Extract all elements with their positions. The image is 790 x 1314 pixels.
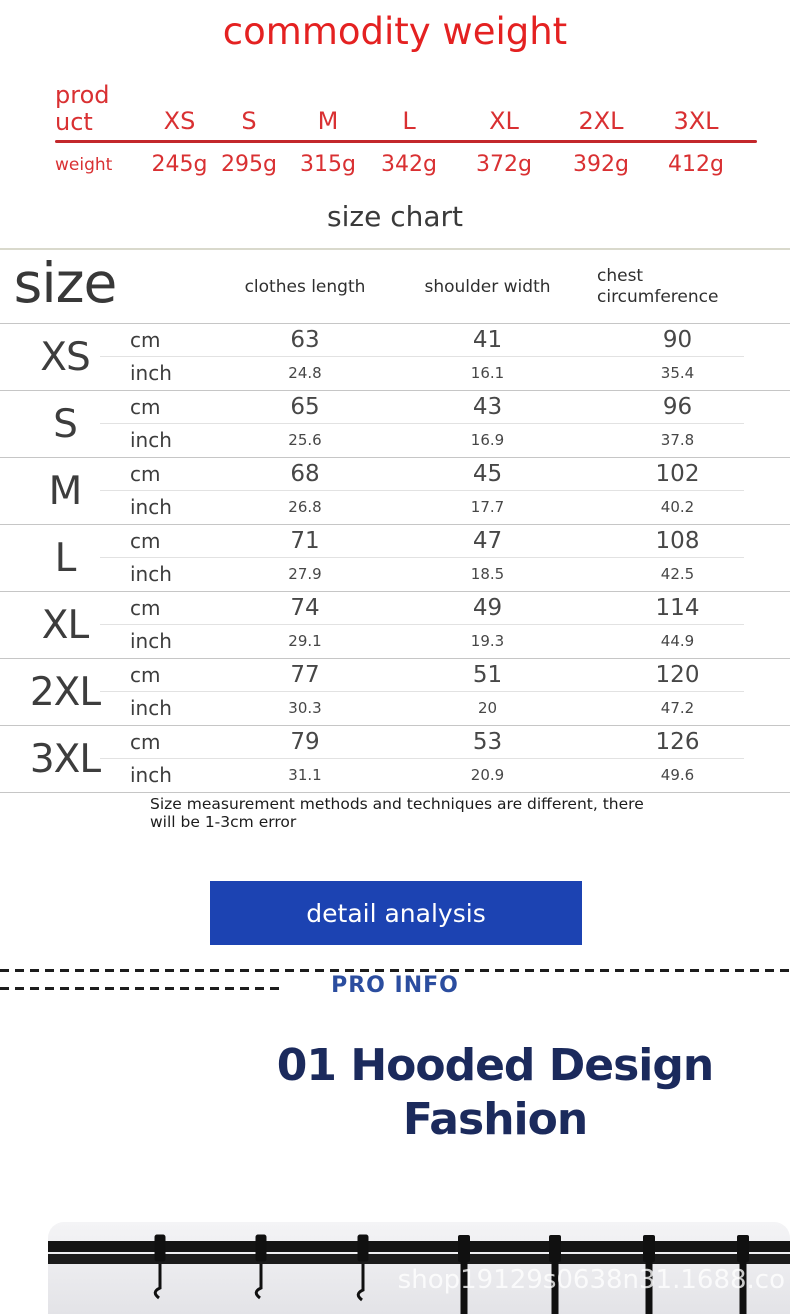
size-row-label: S <box>53 401 77 447</box>
cm-chest-circumference: 120 <box>655 662 700 688</box>
measurement-note <box>150 796 650 831</box>
inch-chest-circumference: 37.8 <box>660 431 695 449</box>
cm-shoulder-width: 45 <box>472 461 503 487</box>
inch-shoulder-width: 16.9 <box>470 431 505 449</box>
size-header-xl: XL <box>489 107 519 135</box>
cm-chest-circumference: 114 <box>655 595 700 621</box>
weight-3xl: 412g <box>668 152 724 177</box>
cm-chest-circumference: 90 <box>662 327 693 353</box>
inch-clothes-length: 30.3 <box>288 699 322 717</box>
cm-shoulder-width: 47 <box>472 528 503 554</box>
size-row-2xl <box>0 658 790 725</box>
unit-cm-label: cm <box>130 663 161 687</box>
size-chart-title: size chart <box>327 200 463 233</box>
watermark-text: shop19129s0638n31.1688.co <box>397 1265 785 1295</box>
size-row-label: L <box>54 535 76 581</box>
size-header-3xl: 3XL <box>673 107 719 135</box>
unit-inch-label: inch <box>130 562 172 586</box>
cm-shoulder-width: 49 <box>472 595 503 621</box>
measurement-note-line2: will be 1-3cm error <box>150 812 297 831</box>
inch-chest-circumference: 35.4 <box>660 364 695 382</box>
dashed-line-full <box>0 969 790 972</box>
unit-cm-label: cm <box>130 395 161 419</box>
size-header-2xl: 2XL <box>578 107 624 135</box>
commodity-weight-title: commodity weight <box>222 10 568 53</box>
pro-info-label: PRO INFO <box>331 973 459 998</box>
weight-table-values <box>55 143 750 177</box>
column-chest-circumference: chest circumference <box>597 265 719 307</box>
size-chart-body <box>0 323 790 793</box>
inch-shoulder-width: 16.1 <box>470 364 505 382</box>
inch-chest-circumference: 40.2 <box>660 498 695 516</box>
cm-clothes-length: 74 <box>290 595 320 621</box>
section-separator <box>0 969 790 1015</box>
size-row-label: XS <box>40 334 90 380</box>
size-chart-header <box>0 250 790 323</box>
cm-clothes-length: 65 <box>290 394 320 420</box>
size-row-s <box>0 390 790 457</box>
inch-chest-circumference: 49.6 <box>660 766 695 784</box>
size-row-label: M <box>48 468 82 514</box>
size-corner-label: size <box>13 250 117 315</box>
size-row-label: 3XL <box>29 736 101 782</box>
unit-cm-label: cm <box>130 462 161 486</box>
inch-chest-circumference: 42.5 <box>660 565 695 583</box>
inch-clothes-length: 31.1 <box>288 766 322 784</box>
unit-inch-label: inch <box>130 763 172 787</box>
size-row-m <box>0 457 790 524</box>
inch-shoulder-width: 17.7 <box>470 498 505 516</box>
unit-inch-label: inch <box>130 428 172 452</box>
product-photo <box>48 1222 790 1314</box>
inch-clothes-length: 26.8 <box>288 498 322 516</box>
cm-shoulder-width: 53 <box>472 729 503 755</box>
unit-cm-label: cm <box>130 328 161 352</box>
weight-xs: 245g <box>151 152 208 177</box>
size-row-l <box>0 524 790 591</box>
inch-clothes-length: 29.1 <box>288 632 322 650</box>
cm-clothes-length: 79 <box>290 729 320 755</box>
cm-clothes-length: 77 <box>290 662 320 688</box>
unit-inch-label: inch <box>130 361 172 385</box>
size-header-s: S <box>241 107 257 135</box>
weight-m: 315g <box>300 152 356 177</box>
inch-clothes-length: 25.6 <box>288 431 322 449</box>
weight-s: 295g <box>221 152 277 177</box>
measurement-note-line1: Size measurement methods and techniques are different, there <box>150 795 644 813</box>
size-row-3xl <box>0 725 790 792</box>
cm-shoulder-width: 51 <box>472 662 503 688</box>
unit-cm-label: cm <box>130 596 161 620</box>
cm-shoulder-width: 43 <box>472 394 503 420</box>
weight-xl: 372g <box>476 152 532 177</box>
size-row-xs <box>0 323 790 390</box>
unit-cm-label: cm <box>130 730 161 754</box>
size-header-m: M <box>317 107 339 135</box>
inch-chest-circumference: 47.2 <box>660 699 695 717</box>
size-row-xl <box>0 591 790 658</box>
size-header-l: L <box>402 107 416 135</box>
cm-chest-circumference: 108 <box>655 528 700 554</box>
inch-shoulder-width: 20.9 <box>470 766 505 784</box>
weight-table-header <box>55 82 750 140</box>
weight-2xl: 392g <box>573 152 629 177</box>
size-row-label: 2XL <box>29 669 101 715</box>
cm-chest-circumference: 126 <box>655 729 700 755</box>
cm-chest-circumference: 102 <box>655 461 700 487</box>
inch-shoulder-width: 19.3 <box>470 632 505 650</box>
unit-cm-label: cm <box>130 529 161 553</box>
inch-chest-circumference: 44.9 <box>660 632 695 650</box>
weight-l: 342g <box>381 152 437 177</box>
inch-shoulder-width: 20 <box>477 699 498 717</box>
size-header-xs: XS <box>163 107 196 135</box>
unit-inch-label: inch <box>130 495 172 519</box>
cm-clothes-length: 63 <box>290 327 320 353</box>
unit-inch-label: inch <box>130 629 172 653</box>
cm-clothes-length: 71 <box>290 528 320 554</box>
size-row-label: XL <box>41 602 89 648</box>
cm-shoulder-width: 41 <box>472 327 503 353</box>
detail-analysis-button[interactable]: detail analysis <box>210 881 582 945</box>
column-shoulder-width: shoulder width <box>424 276 551 297</box>
column-clothes-length: clothes length <box>244 276 366 297</box>
weight-row-label: weight <box>55 154 113 175</box>
cm-clothes-length: 68 <box>290 461 320 487</box>
inch-clothes-length: 24.8 <box>288 364 322 382</box>
clothing-rack-illustration <box>48 1222 790 1314</box>
cm-chest-circumference: 96 <box>662 394 693 420</box>
feature-heading: 01 Hooded Design Fashion <box>276 1040 714 1145</box>
inch-clothes-length: 27.9 <box>288 565 322 583</box>
inch-shoulder-width: 18.5 <box>470 565 505 583</box>
product-header-label: product <box>55 81 110 136</box>
unit-inch-label: inch <box>130 696 172 720</box>
